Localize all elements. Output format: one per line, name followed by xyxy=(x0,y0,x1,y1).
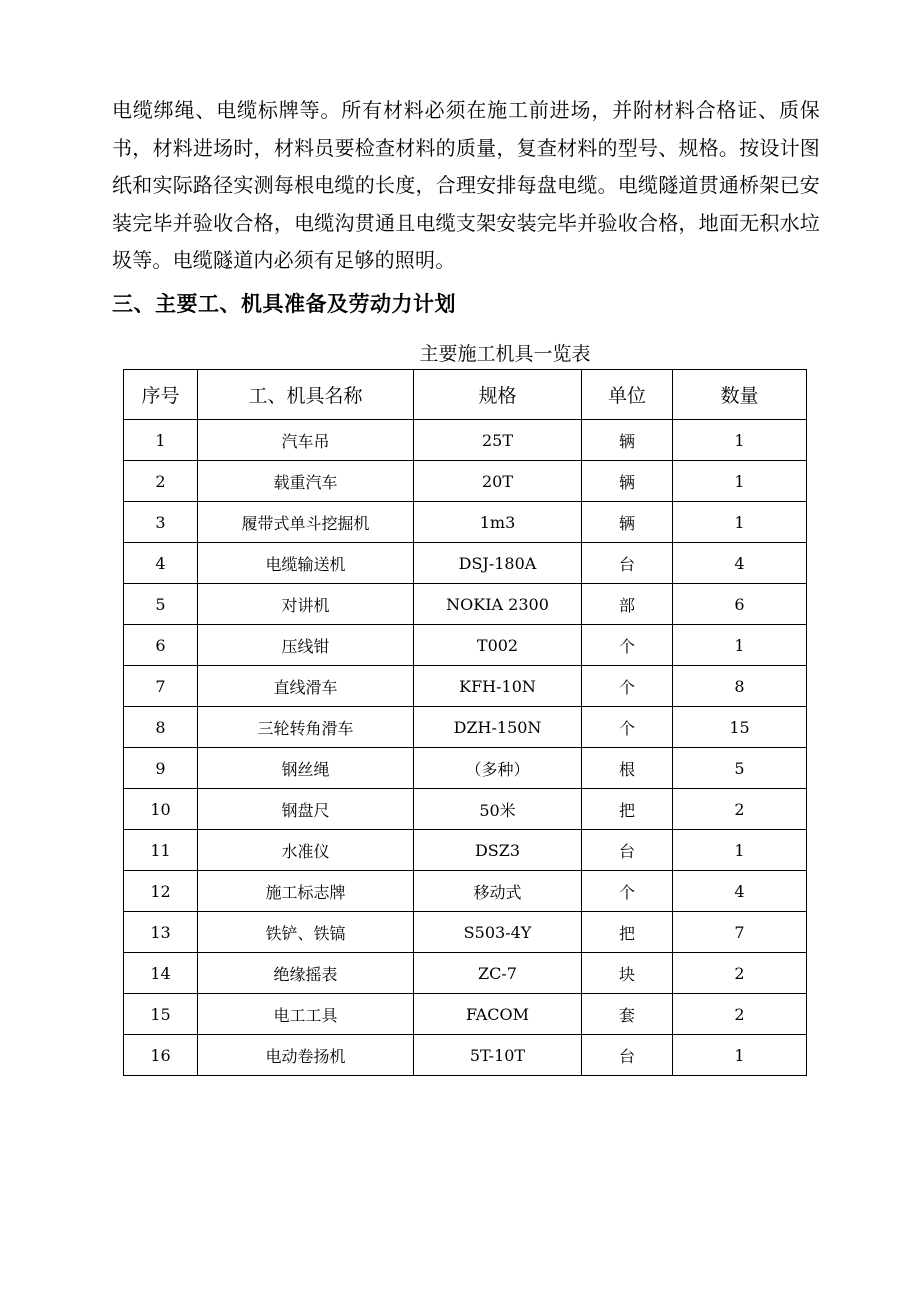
cell-name: 水准仪 xyxy=(198,830,414,871)
cell-name: 直线滑车 xyxy=(198,666,414,707)
cell-spec: （多种） xyxy=(414,748,582,789)
section-heading: 三、主要工、机具准备及劳动力计划 xyxy=(112,292,456,316)
cell-quantity: 2 xyxy=(673,789,807,830)
cell-spec: DSJ-180A xyxy=(414,543,582,584)
cell-quantity: 4 xyxy=(673,871,807,912)
cell-spec: T002 xyxy=(414,625,582,666)
cell-spec: 50米 xyxy=(414,789,582,830)
cell-unit: 部 xyxy=(582,584,673,625)
table-row xyxy=(124,625,807,666)
cell-unit: 个 xyxy=(582,871,673,912)
cell-spec: FACOM xyxy=(414,994,582,1035)
cell-name: 载重汽车 xyxy=(198,461,414,502)
cell-unit: 辆 xyxy=(582,461,673,502)
cell-index: 10 xyxy=(124,789,198,830)
header-name: 工、机具名称 xyxy=(198,370,414,420)
cell-name: 绝缘摇表 xyxy=(198,953,414,994)
cell-index: 11 xyxy=(124,830,198,871)
cell-quantity: 7 xyxy=(673,912,807,953)
cell-spec: KFH-10N xyxy=(414,666,582,707)
cell-name: 三轮转角滑车 xyxy=(198,707,414,748)
cell-unit: 个 xyxy=(582,625,673,666)
table-row xyxy=(124,871,807,912)
cell-quantity: 1 xyxy=(673,420,807,461)
header-unit: 单位 xyxy=(582,370,673,420)
cell-unit: 根 xyxy=(582,748,673,789)
cell-unit: 个 xyxy=(582,666,673,707)
table-row xyxy=(124,707,807,748)
cell-quantity: 1 xyxy=(673,461,807,502)
cell-index: 5 xyxy=(124,584,198,625)
cell-quantity: 4 xyxy=(673,543,807,584)
header-spec: 规格 xyxy=(414,370,582,420)
cell-quantity: 1 xyxy=(673,830,807,871)
cell-unit: 块 xyxy=(582,953,673,994)
table-row xyxy=(124,830,807,871)
cell-name: 钢盘尺 xyxy=(198,789,414,830)
table-row xyxy=(124,584,807,625)
cell-index: 9 xyxy=(124,748,198,789)
table-row xyxy=(124,502,807,543)
cell-name: 电动卷扬机 xyxy=(198,1035,414,1076)
cell-unit: 套 xyxy=(582,994,673,1035)
table-header-row xyxy=(124,370,807,420)
cell-index: 8 xyxy=(124,707,198,748)
cell-spec: 移动式 xyxy=(414,871,582,912)
cell-quantity: 5 xyxy=(673,748,807,789)
table-row xyxy=(124,912,807,953)
cell-index: 3 xyxy=(124,502,198,543)
table-row xyxy=(124,1035,807,1076)
cell-index: 12 xyxy=(124,871,198,912)
cell-spec: DSZ3 xyxy=(414,830,582,871)
cell-index: 16 xyxy=(124,1035,198,1076)
cell-spec: 5T-10T xyxy=(414,1035,582,1076)
body-paragraph: 电缆绑绳、电缆标牌等。所有材料必须在施工前进场，并附材料合格证、质保书，材料进场时，材料员要检查材料的质量，复查材料的型号、规格。按设计图纸和实际路径实测每根电缆的长度，合理安排每盘电缆。电缆隧道贯通桥架已安装完毕并验收合格，电缆沟贯通且电缆支架安装完毕并验收合格，地面无积水垃圾等。电缆隧道内必须有足够的照明。 xyxy=(112,98,820,272)
cell-name: 汽车吊 xyxy=(198,420,414,461)
header-quantity: 数量 xyxy=(673,370,807,420)
cell-index: 14 xyxy=(124,953,198,994)
table-row xyxy=(124,789,807,830)
cell-quantity: 1 xyxy=(673,625,807,666)
cell-quantity: 8 xyxy=(673,666,807,707)
cell-index: 15 xyxy=(124,994,198,1035)
cell-unit: 个 xyxy=(582,707,673,748)
table-body xyxy=(124,420,807,1076)
cell-unit: 辆 xyxy=(582,420,673,461)
cell-index: 7 xyxy=(124,666,198,707)
table-row xyxy=(124,420,807,461)
cell-name: 压线钳 xyxy=(198,625,414,666)
cell-quantity: 1 xyxy=(673,502,807,543)
cell-spec: 25T xyxy=(414,420,582,461)
header-index: 序号 xyxy=(124,370,198,420)
cell-spec: DZH-150N xyxy=(414,707,582,748)
cell-spec: S503-4Y xyxy=(414,912,582,953)
cell-unit: 台 xyxy=(582,830,673,871)
cell-unit: 台 xyxy=(582,1035,673,1076)
cell-spec: NOKIA 2300 xyxy=(414,584,582,625)
table-row xyxy=(124,748,807,789)
cell-quantity: 1 xyxy=(673,1035,807,1076)
cell-unit: 台 xyxy=(582,543,673,584)
cell-index: 13 xyxy=(124,912,198,953)
cell-quantity: 15 xyxy=(673,707,807,748)
cell-unit: 辆 xyxy=(582,502,673,543)
table-row xyxy=(124,461,807,502)
cell-quantity: 6 xyxy=(673,584,807,625)
table-row xyxy=(124,666,807,707)
table-row xyxy=(124,994,807,1035)
cell-name: 履带式单斗挖掘机 xyxy=(198,502,414,543)
cell-name: 电缆输送机 xyxy=(198,543,414,584)
cell-name: 电工工具 xyxy=(198,994,414,1035)
cell-unit: 把 xyxy=(582,789,673,830)
table-row xyxy=(124,953,807,994)
cell-index: 1 xyxy=(124,420,198,461)
cell-index: 2 xyxy=(124,461,198,502)
cell-quantity: 2 xyxy=(673,953,807,994)
cell-name: 铁铲、铁镐 xyxy=(198,912,414,953)
tools-table xyxy=(123,369,807,1076)
cell-index: 4 xyxy=(124,543,198,584)
table-row xyxy=(124,543,807,584)
cell-unit: 把 xyxy=(582,912,673,953)
cell-name: 钢丝绳 xyxy=(198,748,414,789)
cell-name: 施工标志牌 xyxy=(198,871,414,912)
cell-spec: 20T xyxy=(414,461,582,502)
cell-spec: 1m3 xyxy=(414,502,582,543)
cell-spec: ZC-7 xyxy=(414,953,582,994)
cell-quantity: 2 xyxy=(673,994,807,1035)
cell-name: 对讲机 xyxy=(198,584,414,625)
cell-index: 6 xyxy=(124,625,198,666)
table-caption: 主要施工机具一览表 xyxy=(419,343,591,365)
